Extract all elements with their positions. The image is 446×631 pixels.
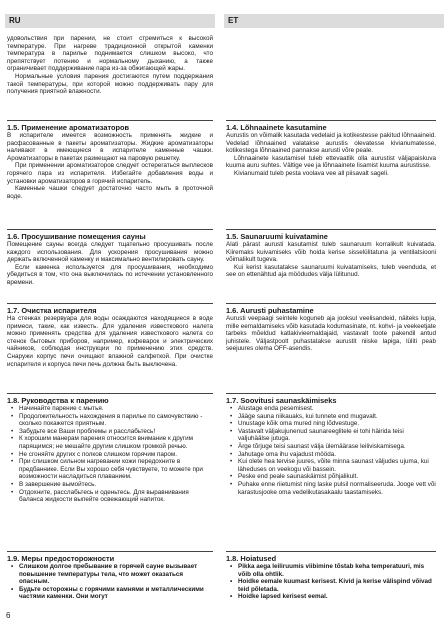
section-heading: 1.7. Очистка испарителя bbox=[7, 303, 213, 315]
paragraph: Каменные чашки следует достаточно часто мыть в проточной воде. bbox=[7, 185, 213, 200]
section-heading: 1.4. Lõhnaainete kasutamine bbox=[226, 120, 436, 132]
page-number: 6 bbox=[6, 611, 11, 620]
list-item: • Отдохните, расслабьтесь и оденьтесь. Для выравнивания баланса жидкости выпейте освежающий напиток. bbox=[7, 489, 213, 504]
ru-section-1-9 bbox=[7, 551, 213, 601]
paragraph: Помещение сауны всегда следует тщательно просушивать после каждого использования. Для ускорения просушивания можно держать включенной каменку и максимально вентилировать сауну. bbox=[7, 241, 213, 264]
list-item: • Ärge tõrjuge teisi saunast välja ülemäärase leiliviskamisega. bbox=[226, 443, 436, 451]
list-item: • Peske end peale saunaskäimist põhjalikult. bbox=[226, 473, 436, 481]
paragraph: Если каменка используется для просушивания, необходимо убедиться в том, что она выключилась по истечении установленного времени. bbox=[7, 263, 213, 286]
list-item: • Hoidke eemale kuumast kerisest. Kivid ja kerise välispind võivad teid põletada. bbox=[226, 578, 436, 593]
paragraph: Aurustis on võimalik kasutada vedelaid ja kotikestesse pakitud lõhnaaineid. Vedelad lõhnaained valatakse aurustis olevatesse kivianumatesse, kotikestega lõhnaained pannakse aurusti võre peale. bbox=[226, 132, 436, 155]
paragraph: Kui kerist kasutatakse saunaruumi kuivatamiseks, tuleb veenduda, et see on ettenähtud aja möödudes välja lülitunud. bbox=[226, 263, 436, 279]
list-item: • Jahutage oma ihu vajadust mööda. bbox=[226, 451, 436, 459]
bullet-list bbox=[7, 405, 213, 504]
bullet-list bbox=[226, 563, 436, 601]
section-heading: 1.5. Saunaruumi kuivatamine bbox=[226, 229, 436, 241]
list-item: • Hoidke lapsed kerisest eemal. bbox=[226, 593, 436, 601]
list-item: • К хорошим манерам парения относится внимание к другим парящимся; не мешайте другим слишком громкой речью. bbox=[7, 435, 213, 450]
et-section-1-8 bbox=[226, 551, 436, 601]
paragraph: Kivianumaid tuleb pesta voolava vee all piisavalt sageli. bbox=[234, 169, 389, 177]
ru-intro-paragraph: удовольствия при парении, не стоит стремиться к высокой температуре. При нагреве традиционной открытой каменки температура в парилье поднимается слишком высоко, что препятствует потению и нормальному дыханию, а также ограничивает поддерживание пара из-за обжигающей жары. bbox=[7, 35, 213, 73]
et-section-1-6 bbox=[226, 303, 436, 353]
et-section-1-4 bbox=[226, 120, 436, 178]
section-heading: 1.6. Просушивание помещения сауны bbox=[7, 229, 213, 241]
bullet-list bbox=[7, 563, 213, 601]
list-item: • Не сгоняйте других с полков слишком горячим паром. bbox=[7, 451, 213, 459]
bullet-list bbox=[226, 405, 436, 496]
section-heading: 1.6. Aurusti puhastamine bbox=[226, 303, 436, 315]
list-item: • Vastavalt väljakujunenud saunareeglitele ei tohi häirida teisi valjuhäälse jutuga. bbox=[226, 428, 436, 443]
et-section-1-5 bbox=[226, 229, 436, 279]
list-item: • Unustage kõik oma mured ning lõdvestuge. bbox=[226, 420, 436, 428]
ru-section-1-5 bbox=[7, 120, 213, 200]
list-item: • Kui olete hea tervise juures, võite minna saunast väljudes ujuma, kui läheduses on veekogu või bassein. bbox=[226, 458, 436, 473]
language-header-et: ET bbox=[224, 14, 444, 28]
ru-intro-paragraph-2: Нормальные условия парения достигаются путем поддержания такой температуры, при которой можно поддерживать пару для получения приятной влажности. bbox=[7, 72, 213, 96]
section-heading: 1.8. Руководства к парению bbox=[7, 393, 213, 405]
list-item: • Alustage enda pesemisest. bbox=[226, 405, 436, 413]
ru-section-1-7 bbox=[7, 303, 213, 368]
paragraph: При применении ароматизаторов следует остерегаться выплесков горячего пара из испарителя. Избегайте добавления воды и установки ароматизаторов в горячий испаритель. bbox=[7, 162, 213, 185]
list-item: • Продолжительность нахождения в парилье по самочувствию - сколько покажется приятным. bbox=[7, 413, 213, 428]
paragraph: Alati pärast aurusti kasutamist tuleb saunaruum korralikult kuivatada. Kiiremaks kuivamiseks võib hoida kerise sisselülitatuna ja ventilatsiooni võimalikult tugeva. bbox=[226, 241, 436, 264]
section-heading: 1.9. Меры предосторожности bbox=[7, 551, 213, 563]
list-item: • В завершение вымойтесь. bbox=[7, 481, 213, 489]
paragraph: Aurusti veepaagi seintele koguneb aja jooksul veelisandeid, näiteks lupja, mille eemaldamiseks võib kasutada kodumasinate, nt. kohvi- ja veekeetjate tarbeks mõeldud katlakivieemaldajaid, vastavalt toote pakendil antud juhistele. Väljastpoolt puhastatakse aurustit niiske lapiga, lüliti peab seejuures olema OFF-asendis. bbox=[226, 315, 436, 353]
list-item: • Будьте осторожны с горячими камнями и металлическими частями каменки. Они могут bbox=[7, 586, 213, 601]
section-heading: 1.8. Hoiatused bbox=[226, 551, 436, 563]
language-header-ru: RU bbox=[5, 14, 215, 28]
ru-section-1-6 bbox=[7, 229, 213, 287]
section-heading: 1.5. Применение ароматизаторов bbox=[7, 120, 213, 132]
list-item: • Забудьте все Ваши проблемы и расслабьтесь! bbox=[7, 428, 213, 436]
list-item: • Слишком долгое пребывание в горячей сауне вызывает повышение температуры тела, что может оказаться опасным. bbox=[7, 563, 213, 586]
list-item: • Начинайте парение с мытья. bbox=[7, 405, 213, 413]
list-item: • При слишком сильном нагревании кожи передохните в предбаннике. Если Вы хорошо себя чувствуете, то можете при возможности насладиться плаванием. bbox=[7, 458, 213, 481]
paragraph: Lõhnaainete kasutamisel tuleb ettevaatlik olla aurustist väljapaiskuva kuuma auru suhtes. Vältige vee ja lõhnaainete lisamist kuuma aurustisse. bbox=[226, 154, 436, 170]
list-item: • Puhake enne riietumist ning laske pulsil normaliseeruda. Jooge vett või karastusjooke oma vedelikutasakaalu taastamiseks. bbox=[226, 481, 436, 496]
list-item: • Pikka aega leiliruumis viibimine tõstab keha temperatuuri, mis võib olla ohtlik. bbox=[226, 563, 436, 578]
section-heading: 1.7. Soovitusi saunaskäimiseks bbox=[226, 393, 436, 405]
paragraph: На стенках резервуара для воды осаждаются находящиеся в воде примеси, такие, как известь. Для удаления известкового налета можно применять средства для удаления известкового налета со стенок бытовых приборов, например, кофеварок и электрических чайников, соблюдая инструкции по применению этих средств. Снаружи корпус печи очищают влажной салфеткой. При очистке испарителя и корпуса печи печь должна быть выключена. bbox=[7, 315, 213, 368]
ru-section-1-8 bbox=[7, 393, 213, 504]
list-item: • Jääge sauna niikauaks, kui tunnete end mugavalt. bbox=[226, 413, 436, 421]
ru-intro bbox=[7, 35, 213, 96]
et-section-1-7 bbox=[226, 393, 436, 496]
paragraph: В испарителе имеется возможность применять жидкие и расфасованные в пакеты ароматизаторы. Жидкие ароматизаторы наливают в имеющиеся в испарителе каменные чашки. Ароматизаторы в пакетах размещают на паровую решетку. bbox=[7, 132, 213, 162]
